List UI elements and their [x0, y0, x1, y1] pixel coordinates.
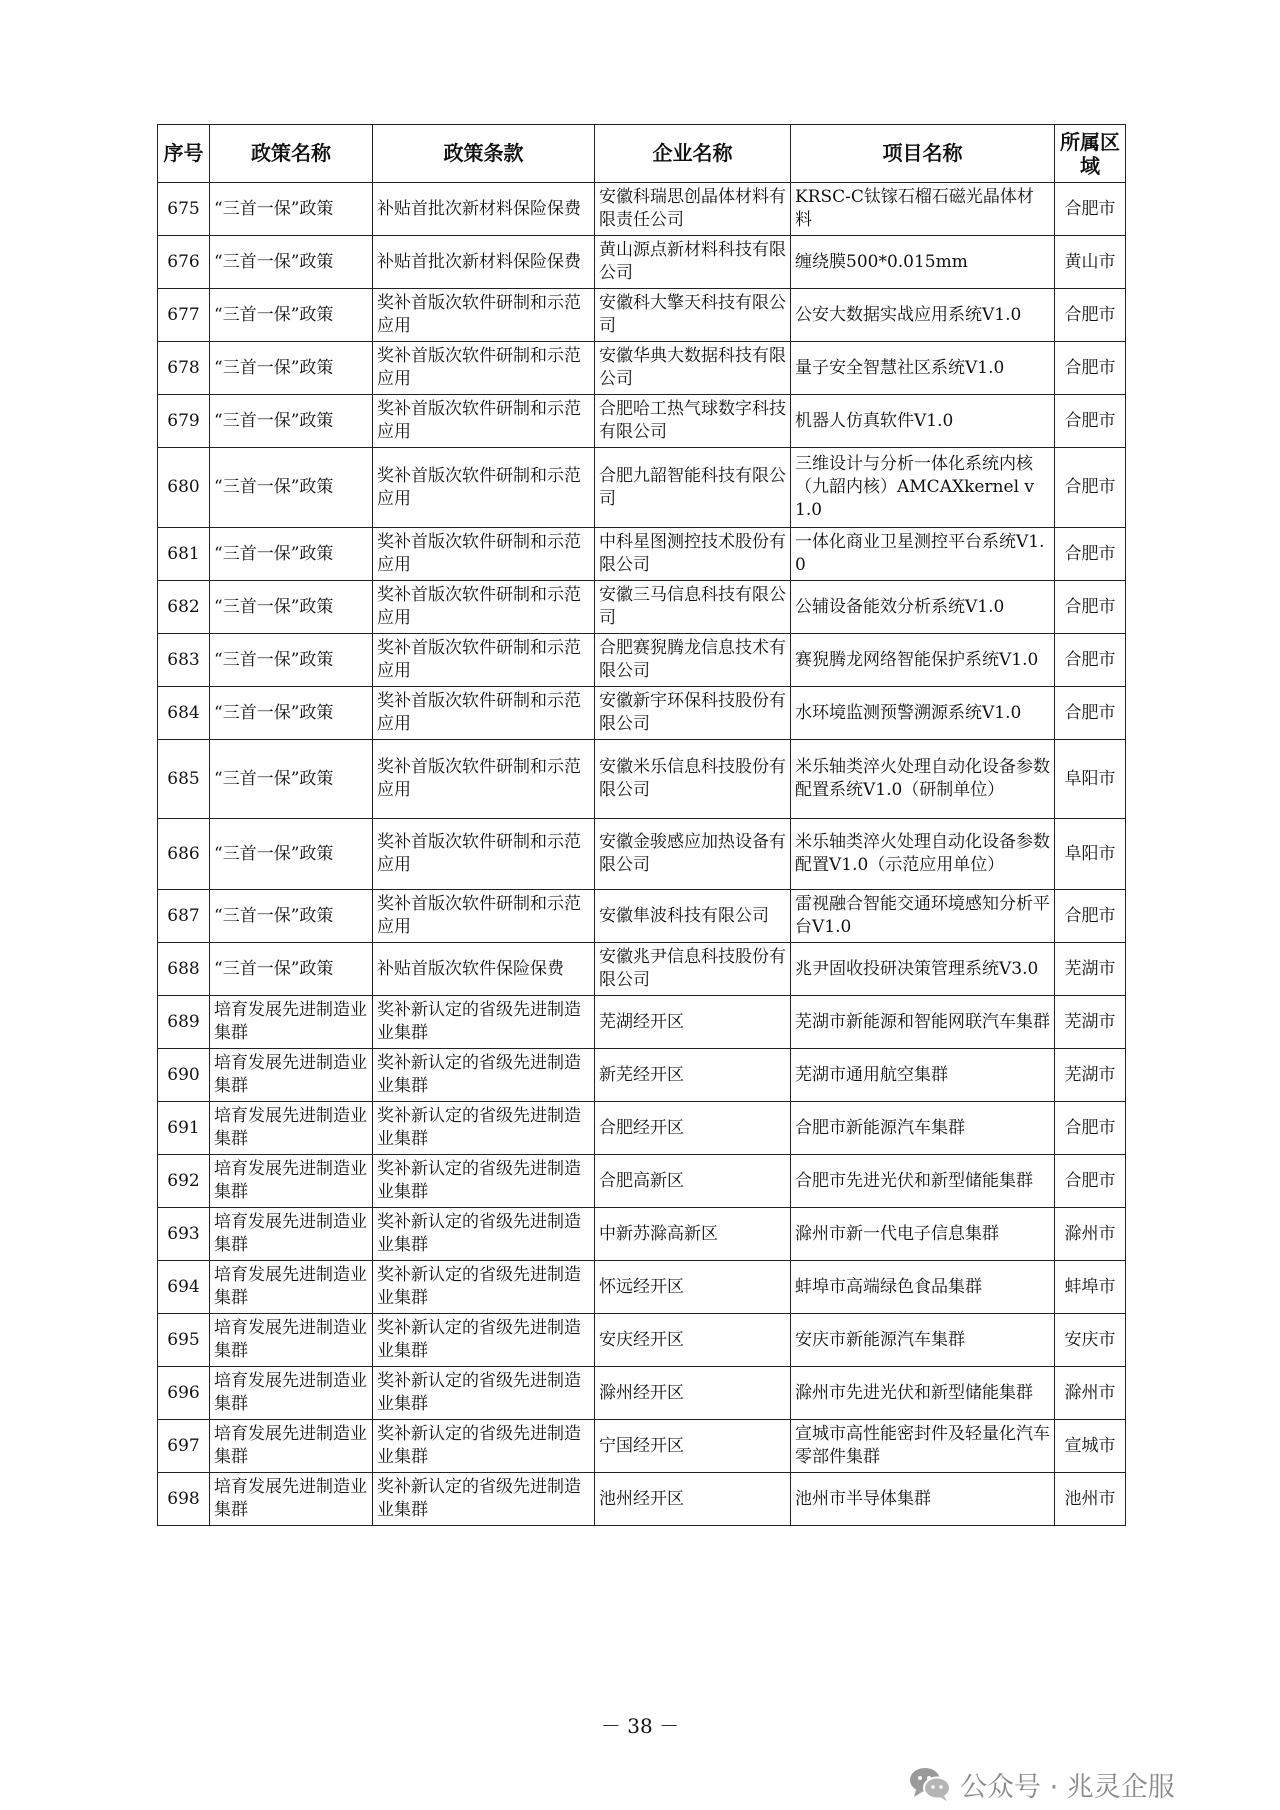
table-row: [158, 996, 1126, 1049]
table-row: [158, 687, 1126, 740]
cell-policy-name: “三首一保”政策: [210, 289, 373, 342]
cell-no: 684: [158, 687, 210, 740]
cell-no: 688: [158, 943, 210, 996]
wechat-icon: [908, 1766, 952, 1802]
cell-company-name: 安徽华典大数据科技有限公司: [595, 342, 791, 395]
cell-no: 690: [158, 1049, 210, 1102]
table-row: [158, 740, 1126, 819]
header-project-name: 项目名称: [791, 125, 1055, 183]
cell-company-name: 安徽三马信息科技有限公司: [595, 581, 791, 634]
cell-project-name: 芜湖市通用航空集群: [791, 1049, 1055, 1102]
cell-company-name: 合肥经开区: [595, 1102, 791, 1155]
cell-policy-name: 培育发展先进制造业集群: [210, 1208, 373, 1261]
header-policy-name: 政策名称: [210, 125, 373, 183]
cell-policy-clause: 奖补新认定的省级先进制造业集群: [373, 996, 595, 1049]
table-body: [158, 183, 1126, 1526]
header-region: 所属区域: [1055, 125, 1126, 183]
table-row: [158, 1155, 1126, 1208]
cell-region: 合肥市: [1055, 1155, 1126, 1208]
cell-no: 683: [158, 634, 210, 687]
cell-company-name: 黄山源点新材料科技有限公司: [595, 236, 791, 289]
cell-project-name: 机器人仿真软件V1.0: [791, 395, 1055, 448]
cell-no: 696: [158, 1367, 210, 1420]
cell-no: 682: [158, 581, 210, 634]
watermark: [908, 1765, 1175, 1803]
cell-region: 合肥市: [1055, 395, 1126, 448]
cell-project-name: 量子安全智慧社区系统V1.0: [791, 342, 1055, 395]
table-row: [158, 1261, 1126, 1314]
cell-no: 685: [158, 740, 210, 819]
cell-company-name: 芜湖经开区: [595, 996, 791, 1049]
table-header-row: [158, 125, 1126, 183]
cell-policy-clause: 补贴首批次新材料保险保费: [373, 236, 595, 289]
cell-policy-clause: 奖补新认定的省级先进制造业集群: [373, 1367, 595, 1420]
cell-policy-clause: 奖补首版次软件研制和示范应用: [373, 528, 595, 581]
cell-region: 阜阳市: [1055, 819, 1126, 890]
cell-policy-clause: 奖补新认定的省级先进制造业集群: [373, 1102, 595, 1155]
cell-project-name: 一体化商业卫星测控平台系统V1.0: [791, 528, 1055, 581]
cell-policy-clause: 奖补首版次软件研制和示范应用: [373, 289, 595, 342]
cell-policy-name: “三首一保”政策: [210, 890, 373, 943]
cell-company-name: 滁州经开区: [595, 1367, 791, 1420]
table-row: [158, 448, 1126, 528]
cell-no: 698: [158, 1473, 210, 1526]
cell-project-name: 池州市半导体集群: [791, 1473, 1055, 1526]
cell-policy-clause: 奖补新认定的省级先进制造业集群: [373, 1420, 595, 1473]
cell-no: 679: [158, 395, 210, 448]
cell-company-name: 安徽兆尹信息科技股份有限公司: [595, 943, 791, 996]
table-row: [158, 1208, 1126, 1261]
cell-project-name: 米乐轴类淬火处理自动化设备参数配置系统V1.0（研制单位）: [791, 740, 1055, 819]
cell-region: 合肥市: [1055, 289, 1126, 342]
cell-policy-name: 培育发展先进制造业集群: [210, 1420, 373, 1473]
cell-region: 蚌埠市: [1055, 1261, 1126, 1314]
cell-company-name: 合肥九韶智能科技有限公司: [595, 448, 791, 528]
cell-policy-name: “三首一保”政策: [210, 236, 373, 289]
cell-project-name: 水环境监测预警溯源系统V1.0: [791, 687, 1055, 740]
cell-region: 安庆市: [1055, 1314, 1126, 1367]
cell-policy-name: 培育发展先进制造业集群: [210, 1102, 373, 1155]
cell-region: 合肥市: [1055, 634, 1126, 687]
cell-project-name: 三维设计与分析一体化系统内核（九韶内核）AMCAXkernel v1.0: [791, 448, 1055, 528]
cell-policy-name: “三首一保”政策: [210, 342, 373, 395]
cell-company-name: 安徽科瑞思创晶体材料有限责任公司: [595, 183, 791, 236]
cell-policy-clause: 奖补首版次软件研制和示范应用: [373, 395, 595, 448]
cell-company-name: 中科星图测控技术股份有限公司: [595, 528, 791, 581]
cell-company-name: 新芜经开区: [595, 1049, 791, 1102]
cell-policy-name: 培育发展先进制造业集群: [210, 1473, 373, 1526]
table-row: [158, 289, 1126, 342]
cell-project-name: 兆尹固收投研决策管理系统V3.0: [791, 943, 1055, 996]
cell-region: 黄山市: [1055, 236, 1126, 289]
cell-policy-clause: 奖补首版次软件研制和示范应用: [373, 687, 595, 740]
cell-no: 692: [158, 1155, 210, 1208]
header-policy-clause: 政策条款: [373, 125, 595, 183]
cell-no: 680: [158, 448, 210, 528]
cell-company-name: 安徽金骏感应加热设备有限公司: [595, 819, 791, 890]
cell-project-name: 滁州市先进光伏和新型储能集群: [791, 1367, 1055, 1420]
cell-region: 合肥市: [1055, 183, 1126, 236]
cell-policy-name: 培育发展先进制造业集群: [210, 1049, 373, 1102]
table-row: [158, 1420, 1126, 1473]
cell-project-name: 公安大数据实战应用系统V1.0: [791, 289, 1055, 342]
cell-policy-name: 培育发展先进制造业集群: [210, 1155, 373, 1208]
cell-company-name: 合肥高新区: [595, 1155, 791, 1208]
cell-region: 合肥市: [1055, 687, 1126, 740]
page-number: － 38 －: [600, 1714, 680, 1738]
header-no: 序号: [158, 125, 210, 183]
cell-region: 合肥市: [1055, 448, 1126, 528]
cell-policy-name: “三首一保”政策: [210, 448, 373, 528]
table-row: [158, 819, 1126, 890]
cell-region: 芜湖市: [1055, 943, 1126, 996]
cell-company-name: 合肥哈工热气球数字科技有限公司: [595, 395, 791, 448]
table-row: [158, 1367, 1126, 1420]
table-row: [158, 1314, 1126, 1367]
cell-no: 686: [158, 819, 210, 890]
cell-policy-name: “三首一保”政策: [210, 183, 373, 236]
table-row: [158, 342, 1126, 395]
cell-policy-clause: 奖补新认定的省级先进制造业集群: [373, 1314, 595, 1367]
cell-region: 滁州市: [1055, 1208, 1126, 1261]
cell-policy-name: “三首一保”政策: [210, 819, 373, 890]
cell-project-name: 宣城市高性能密封件及轻量化汽车零部件集群: [791, 1420, 1055, 1473]
cell-project-name: 雷视融合智能交通环境感知分析平台V1.0: [791, 890, 1055, 943]
table-row: [158, 183, 1126, 236]
table-row: [158, 1049, 1126, 1102]
cell-policy-name: 培育发展先进制造业集群: [210, 996, 373, 1049]
cell-policy-name: 培育发展先进制造业集群: [210, 1367, 373, 1420]
watermark-text: 公众号 · 兆灵企服: [960, 1771, 1175, 1803]
cell-project-name: KRSC-C钛镓石榴石磁光晶体材料: [791, 183, 1055, 236]
cell-policy-name: 培育发展先进制造业集群: [210, 1261, 373, 1314]
cell-project-name: 芜湖市新能源和智能网联汽车集群: [791, 996, 1055, 1049]
cell-region: 合肥市: [1055, 528, 1126, 581]
cell-region: 宣城市: [1055, 1420, 1126, 1473]
cell-region: 合肥市: [1055, 581, 1126, 634]
cell-policy-name: “三首一保”政策: [210, 740, 373, 819]
policy-table: [157, 124, 1126, 1526]
cell-project-name: 合肥市先进光伏和新型储能集群: [791, 1155, 1055, 1208]
cell-policy-name: 培育发展先进制造业集群: [210, 1314, 373, 1367]
cell-company-name: 怀远经开区: [595, 1261, 791, 1314]
cell-no: 691: [158, 1102, 210, 1155]
table-row: [158, 581, 1126, 634]
cell-policy-name: “三首一保”政策: [210, 528, 373, 581]
cell-policy-clause: 奖补首版次软件研制和示范应用: [373, 740, 595, 819]
cell-no: 676: [158, 236, 210, 289]
header-company-name: 企业名称: [595, 125, 791, 183]
cell-no: 694: [158, 1261, 210, 1314]
cell-policy-name: “三首一保”政策: [210, 581, 373, 634]
cell-region: 合肥市: [1055, 890, 1126, 943]
cell-policy-clause: 奖补新认定的省级先进制造业集群: [373, 1208, 595, 1261]
cell-no: 689: [158, 996, 210, 1049]
cell-project-name: 滁州市新一代电子信息集群: [791, 1208, 1055, 1261]
cell-company-name: 安徽科大擎天科技有限公司: [595, 289, 791, 342]
cell-project-name: 米乐轴类淬火处理自动化设备参数配置V1.0（示范应用单位）: [791, 819, 1055, 890]
cell-policy-name: “三首一保”政策: [210, 687, 373, 740]
cell-company-name: 宁国经开区: [595, 1420, 791, 1473]
table-row: [158, 528, 1126, 581]
cell-region: 池州市: [1055, 1473, 1126, 1526]
cell-policy-name: “三首一保”政策: [210, 943, 373, 996]
cell-project-name: 赛猊腾龙网络智能保护系统V1.0: [791, 634, 1055, 687]
cell-project-name: 缠绕膜500*0.015mm: [791, 236, 1055, 289]
cell-no: 678: [158, 342, 210, 395]
cell-policy-clause: 奖补首版次软件研制和示范应用: [373, 448, 595, 528]
cell-policy-clause: 奖补新认定的省级先进制造业集群: [373, 1155, 595, 1208]
cell-company-name: 安徽隼波科技有限公司: [595, 890, 791, 943]
cell-company-name: 池州经开区: [595, 1473, 791, 1526]
cell-region: 阜阳市: [1055, 740, 1126, 819]
cell-project-name: 公辅设备能效分析系统V1.0: [791, 581, 1055, 634]
cell-no: 687: [158, 890, 210, 943]
cell-policy-name: “三首一保”政策: [210, 634, 373, 687]
cell-project-name: 蚌埠市高端绿色食品集群: [791, 1261, 1055, 1314]
cell-region: 芜湖市: [1055, 996, 1126, 1049]
table-row: [158, 395, 1126, 448]
cell-policy-clause: 奖补首版次软件研制和示范应用: [373, 581, 595, 634]
cell-region: 滁州市: [1055, 1367, 1126, 1420]
table-row: [158, 634, 1126, 687]
cell-region: 合肥市: [1055, 1102, 1126, 1155]
cell-company-name: 合肥赛猊腾龙信息技术有限公司: [595, 634, 791, 687]
cell-no: 681: [158, 528, 210, 581]
cell-policy-clause: 奖补首版次软件研制和示范应用: [373, 819, 595, 890]
table-row: [158, 236, 1126, 289]
cell-policy-clause: 奖补新认定的省级先进制造业集群: [373, 1049, 595, 1102]
cell-project-name: 合肥市新能源汽车集群: [791, 1102, 1055, 1155]
cell-no: 695: [158, 1314, 210, 1367]
cell-region: 合肥市: [1055, 342, 1126, 395]
cell-no: 677: [158, 289, 210, 342]
table-row: [158, 890, 1126, 943]
cell-no: 693: [158, 1208, 210, 1261]
cell-policy-clause: 奖补新认定的省级先进制造业集群: [373, 1473, 595, 1526]
cell-no: 697: [158, 1420, 210, 1473]
cell-policy-clause: 奖补首版次软件研制和示范应用: [373, 342, 595, 395]
table-row: [158, 943, 1126, 996]
cell-company-name: 安徽新宇环保科技股份有限公司: [595, 687, 791, 740]
cell-project-name: 安庆市新能源汽车集群: [791, 1314, 1055, 1367]
cell-policy-clause: 奖补首版次软件研制和示范应用: [373, 890, 595, 943]
cell-region: 芜湖市: [1055, 1049, 1126, 1102]
cell-policy-clause: 奖补首版次软件研制和示范应用: [373, 634, 595, 687]
cell-company-name: 安庆经开区: [595, 1314, 791, 1367]
cell-policy-clause: 补贴首批次新材料保险保费: [373, 183, 595, 236]
cell-policy-clause: 奖补新认定的省级先进制造业集群: [373, 1261, 595, 1314]
cell-no: 675: [158, 183, 210, 236]
cell-company-name: 中新苏滁高新区: [595, 1208, 791, 1261]
cell-policy-name: “三首一保”政策: [210, 395, 373, 448]
table-row: [158, 1473, 1126, 1526]
cell-company-name: 安徽米乐信息科技股份有限公司: [595, 740, 791, 819]
table-row: [158, 1102, 1126, 1155]
cell-policy-clause: 补贴首版次软件保险保费: [373, 943, 595, 996]
